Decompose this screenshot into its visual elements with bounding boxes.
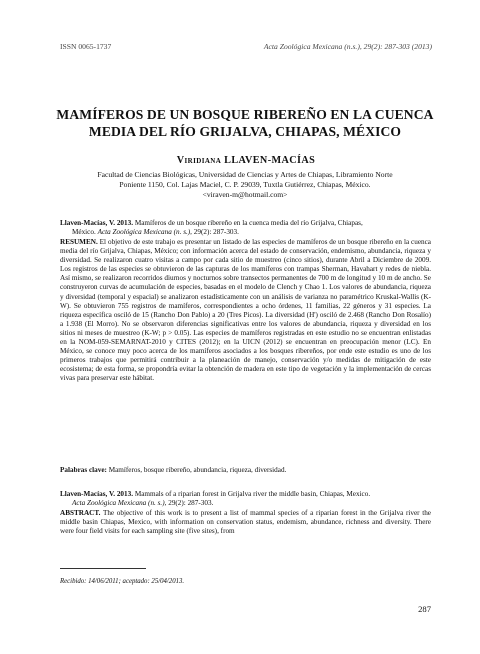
affiliation-line-2: Poniente 1150, Col. Lajas Maciel, C. P. 29039, Tuxtla Gutiérrez, Chiapas, México. [119,180,371,189]
page-number: 287 [418,604,431,614]
spanish-citation [60,219,431,237]
title-line-2: MEDIA DEL RÍO GRIJALVA, CHIAPAS, MÉXICO [88,124,402,139]
abstract-label: ABSTRACT. [60,509,101,517]
english-citation [60,490,431,508]
keywords-text: Mamíferos, bosque ribereño, abundancia, riqueza, diversidad. [106,466,287,474]
keywords-label: Palabras clave: [60,466,107,474]
author-name: Viridiana LLAVEN-MACÍAS [176,155,316,166]
citation-volume: 29(2): 287-303. [166,499,214,508]
title-line-1: MAMÍFEROS DE UN BOSQUE RIBEREÑO EN LA CUENCA [56,107,434,122]
keywords [60,466,431,475]
affiliation-line-1: Facultad de Ciencias Biológicas, Universidad de Ciencias y Artes de Chiapas, Libramiento Norte [97,170,393,179]
author-email: <viraven-m@hotmail.com> [202,190,288,199]
citation-title: Mammals of a riparian forest in Grijalva river the middle basin, Chiapas, Mexico. [133,490,371,498]
abstract-label: RESUMEN. [60,238,98,246]
citation-journal: Acta Zoológica Mexicana (n. s.), [97,228,192,237]
citation-country: México. [72,228,98,237]
citation-title: Mamíferos de un bosque ribereño en la cuenca media del río Grijalva, Chiapas, [133,219,363,227]
spanish-abstract [60,238,431,384]
citation-author: Llaven-Macías, V. 2013. [60,219,134,227]
footnote-divider [60,568,146,569]
article-title [50,106,440,140]
citation-journal: Acta Zoológica Mexicana (n. s.), [72,499,167,508]
author-affiliation [66,170,424,200]
abstract-text: El objetivo de este trabajo es presentar un listado de las especies de mamíferos de un bosque ribereño en la cuenca media del río Grijalva, Chiapas, México; con información acerca del estado de conservación, endemismo, abundancia, riqueza y diversidad. Se realizaron cuatro visitas a campo por cada sitio de muestreo (cinco sitios), durante Abril a Diciembre de 2009. Los registros de las especies se obtuvieron de las capturas de los mamíferos con trampas Sherman, Havahart y redes de niebla. Así mismo, se realizaron recorridos diurnos y nocturnos sobre transectos permanentes de 700 m de longitud y 10 m de ancho. Se construyeron curvas de acumulación de especies, basadas en el modelo de Clench y Chao 1. Los valores de abundancia, riqueza y diversidad (temporal y espacial) se analizaron estadísticamente con un análisis de varianza no paramétrico Kruskal-Wallis (K-W). Se obtuvieron 755 registros de mamíferos, correspondientes a ocho órdenes, 11 familias, 22 géneros y 31 especies. La riqueza específica osciló de 15 (Rancho Don Pablo) a 20 (Tres Picos). La diversidad (H') osciló de 2.468 (Rancho Don Rosalío) a 1.938 (El Morro). No se observaron diferencias significativas entre los valores de abundancia, riqueza y diversidad en los sitios ni meses de muestreo (K-W; p > 0.05). Las especies de mamíferos registradas en este estudio no se encuentran enlistadas en la NOM-059-SEMARNAT-2010 y CITES (2012); en la UICN (2012) se encuentran en preocupación menor (LC). En México, se conoce muy poco acerca de los mamíferos asociados a los bosques ribereños, por ende este estudio es uno de los primeros trabajos que permitirá contribuir a la planeación de manejo, conservación y/o medidas de mitigación de este ecosistema; de esta forma, se propondría evitar la obtención de madera en este tipo de vegetación y la implementación de cercas vivas para preservar este hábitat. [60,238,431,383]
issn-label: ISSN 0065-1737 [60,42,112,51]
english-abstract [60,509,431,536]
citation-author: Llaven-Macías, V. 2013. [60,490,134,498]
abstract-text: The objective of this work is to present a list of mammal species of a riparian forest in the Grijalva river the middle basin Chiapas, Mexico, with information on conservation status, endemism, abundance, richness and diversity. There were four field visits for each sampling site (five sites), from [60,509,431,536]
citation-volume: 29(2): 287-303. [191,228,239,237]
received-accepted-dates: Recibido: 14/06/2011; aceptado: 25/04/2013. [60,578,185,585]
journal-citation-header: Acta Zoológica Mexicana (n.s.), 29(2): 287-303 (2013) [263,42,432,51]
